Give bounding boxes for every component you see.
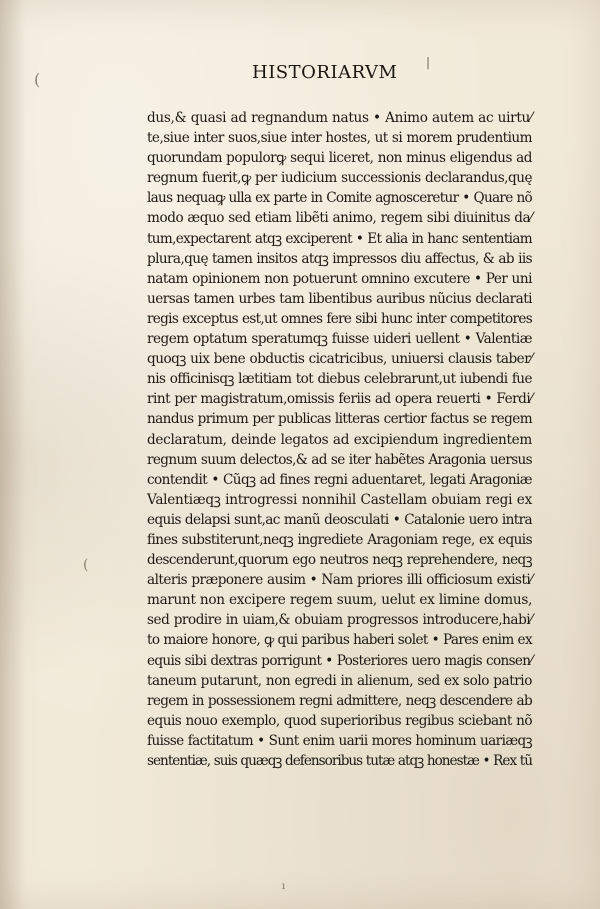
text-line: nandus primum per publicas litteras certior factus se regem <box>147 411 532 428</box>
text-line: quorundam populorꝙ sequi liceret, non minus eligendus ad <box>147 150 532 167</box>
text-line: plura,quę tamen insitos atqꝫ impressos diu affectus, & ab iis <box>147 250 532 267</box>
text-line: fines substiterunt,neqꝫ ingrediete Aragoniam rege, ex equis <box>147 531 532 548</box>
body-text <box>147 108 532 771</box>
text-line: quoqꝫ uix bene obductis cicatricibus, uniuersi clausis taber⁄ <box>147 351 532 368</box>
margin-mark-left-middle: ( <box>83 557 89 573</box>
text-line: tum,expectarent atqꝫ exciperent • Et alia in hanc sententiam <box>147 230 532 247</box>
text-line: equis delapsi sunt,ac manũ deosculati • Catalonie uero intra <box>147 511 532 528</box>
text-line: taneum putarunt, non egredi in alienum, sed ex solo patrio <box>147 672 532 689</box>
text-line: regem in possessionem regni admittere, neqꝫ descendere ab <box>147 692 532 709</box>
text-line: regem optatum speratumqꝫ fuisse uideri uellent • Valentiæ <box>147 331 532 348</box>
text-line: sententiæ, suis quæqꝫ defensoribus tutæ atqꝫ honestæ • Rex tũ <box>147 753 532 769</box>
text-line: laus nequaꝙ ulla ex parte in Comite agnosceretur • Quare nõ <box>147 190 532 207</box>
text-line: equis nouo exemplo, quod superioribus regibus sciebant nõ <box>147 712 532 729</box>
margin-mark-bottom: ı <box>282 881 286 892</box>
gutter-shadow <box>0 0 26 909</box>
text-line: regis exceptus est,ut omnes fere sibi hunc inter competitores <box>147 310 532 327</box>
text-line: modo æquo sed etiam libẽti animo, regem sibi diuinitus da⁄ <box>147 210 532 227</box>
text-line: declaratum, deinde legatos ad excipiendum ingredientem <box>147 431 532 448</box>
text-line: nis officinisqꝫ lætitiam tot diebus celebrarunt,ut iubendi fue <box>147 371 532 388</box>
text-line: te,siue inter suos,siue inter hostes, ut si morem prudentium <box>147 130 532 147</box>
text-line: Valentiæqꝫ introgressi nonnihil Castellam obuiam regi ex <box>147 491 532 508</box>
margin-mark-top-left: ( <box>34 70 41 89</box>
text-line: rint per magistratum,omissis feriis ad opera reuerti • Ferdi⁄ <box>147 391 532 408</box>
text-line: fuisse factitatum • Sunt enim uarii mores hominum uariæqꝫ <box>147 732 532 749</box>
text-line: sed prodire in uiam,& obuiam progressos introducere,habi⁄ <box>147 612 532 629</box>
text-line: to maiore honore, ꝙ qui paribus haberi solet • Pares enim ex <box>147 632 532 649</box>
text-line: regnum fuerit,ꝙ per iudicium successionis declarandus,quę <box>147 170 532 187</box>
text-line: descenderunt,quorum ego neutros neqꝫ reprehendere, neqꝫ <box>147 552 532 569</box>
text-line: natam opinionem non potuerunt omnino excutere • Per uni <box>147 270 532 287</box>
text-line: alteris præponere ausim • Nam priores illi officiosum existi⁄ <box>147 572 532 589</box>
text-line: equis sibi dextras porrigunt • Posteriores uero magis consen⁄ <box>147 652 532 669</box>
margin-mark-top-right: | <box>426 55 431 69</box>
text-line: dus,& quasi ad regnandum natus • Animo autem ac uirtu⁄ <box>147 110 532 126</box>
text-line: marunt non excipere regem suum, uelut ex limine domus, <box>147 592 532 609</box>
text-line: regnum suum delectos,& ad se iter habẽtes Aragonia uersus <box>147 451 532 468</box>
text-line: contendit • Cũqꝫ ad fines regni aduentaret, legati Aragoniæ <box>147 471 532 488</box>
running-head: HISTORIARVM <box>252 62 398 83</box>
text-line: uersas tamen urbes tam libentibus auribus nũcius declarati <box>147 290 532 307</box>
